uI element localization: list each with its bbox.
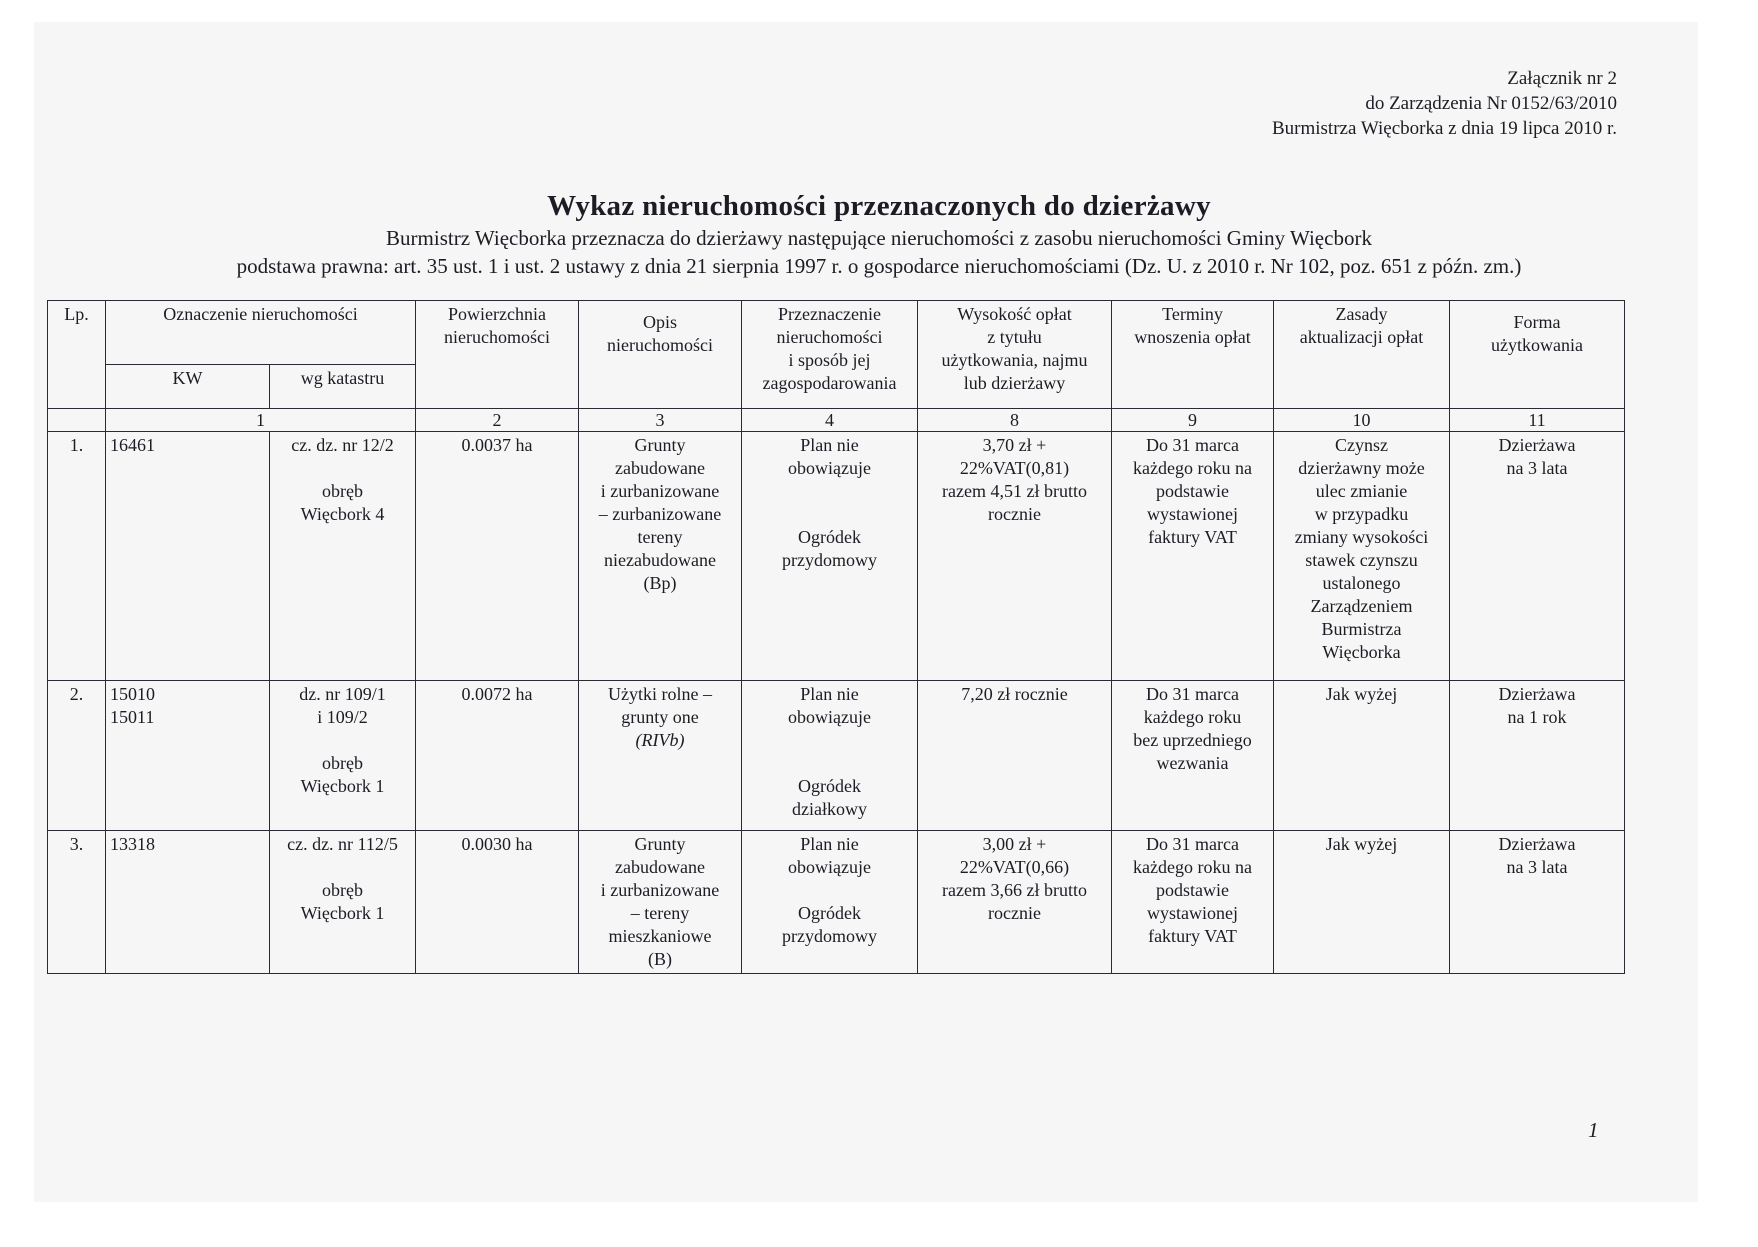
cell-line: mieszkaniowe: [608, 926, 712, 946]
cell-katastr: [270, 432, 416, 681]
cell-line: obręb: [322, 753, 363, 773]
cell-line: 15010: [110, 684, 155, 704]
cell-line: Więcbork 1: [300, 903, 385, 923]
cell-powierzchnia: 0.0030 ha: [416, 831, 579, 974]
header-line: wnoszenia opłat: [1134, 327, 1251, 347]
cell-line: Grunty: [634, 435, 686, 455]
cell-line: tereny: [637, 527, 683, 547]
document-title: Wykaz nieruchomości przeznaczonych do dzierżawy: [547, 190, 1211, 222]
column-number: [48, 409, 106, 432]
cell-line: (B): [648, 949, 672, 969]
cell-kw: [106, 831, 270, 974]
column-number: 4: [742, 409, 918, 432]
cell-line: cz. dz. nr 12/2: [291, 435, 394, 455]
cell-forma: [1450, 831, 1625, 974]
cell-line: Dzierżawa: [1498, 834, 1576, 854]
annex-header: [1272, 66, 1617, 141]
cell-kw: [106, 681, 270, 831]
header-line: Przeznaczenie: [778, 304, 881, 324]
header-line: z tytułu: [987, 327, 1042, 347]
cell-line: 16461: [110, 435, 155, 455]
cell-line: dz. nr 109/1: [299, 684, 386, 704]
cell-wysokosc: [918, 831, 1112, 974]
cell-line: cz. dz. nr 112/5: [287, 834, 398, 854]
cell-line: faktury VAT: [1148, 527, 1237, 547]
cell-line: dzierżawny może: [1298, 458, 1425, 478]
header-line: lub dzierżawy: [963, 373, 1066, 393]
cell-line: razem 4,51 zł brutto: [942, 481, 1087, 501]
cell-lp: 2.: [48, 681, 106, 831]
cell-line: Więcborka: [1322, 642, 1401, 662]
cell-line: Więcbork 4: [300, 504, 385, 524]
cell-przeznaczenie: [742, 681, 918, 831]
header-katastr: wg katastru: [270, 365, 416, 409]
cell-line: każdego roku na: [1133, 458, 1252, 478]
cell-line: Plan nie: [800, 834, 859, 854]
cell-line: i zurbanizowane: [600, 880, 720, 900]
cell-wysokosc: [918, 681, 1112, 831]
cell-line: rocznie: [988, 903, 1041, 923]
column-number: 1: [106, 409, 416, 432]
cell-line: obowiązuje: [788, 857, 871, 877]
header-line: Terminy: [1162, 304, 1223, 324]
cell-line: Dzierżawa: [1498, 435, 1576, 455]
cell-line: każdego roku na: [1133, 857, 1252, 877]
cell-line: Zarządzeniem: [1310, 596, 1413, 616]
cell-line: Plan nie: [800, 684, 859, 704]
cell-line: obowiązuje: [788, 458, 871, 478]
header-line: nieruchomości: [607, 335, 713, 355]
cell-line: zabudowane: [615, 857, 705, 877]
cell-line: Ogródek: [798, 903, 861, 923]
cell-line: niezabudowane: [604, 550, 716, 570]
cell-line: przydomowy: [782, 926, 877, 946]
cell-line: ulec zmianie: [1315, 481, 1408, 501]
cell-line: (RIVb): [635, 730, 685, 750]
header-line: użytkowania, najmu: [941, 350, 1088, 370]
cell-line: w przypadku: [1314, 504, 1409, 524]
column-number: 8: [918, 409, 1112, 432]
cell-line: przydomowy: [782, 550, 877, 570]
header-zasady: [1274, 301, 1450, 409]
cell-line: stawek czynszu: [1305, 550, 1418, 570]
header-line: nieruchomości: [776, 327, 883, 347]
cell-line: Użytki rolne –: [608, 684, 712, 704]
header-terminy: [1112, 301, 1274, 409]
cell-line: Grunty: [634, 834, 686, 854]
cell-line: 7,20 zł rocznie: [961, 684, 1068, 704]
cell-line: obręb: [322, 481, 363, 501]
cell-opis: [579, 681, 742, 831]
subtitle-line: podstawa prawna: art. 35 ust. 1 i ust. 2 ustawy z dnia 21 sierpnia 1997 r. o gospodarce nieruchomościami (Dz. U. z 2010 r. Nr 102, poz. 651 z późn. zm.): [236, 254, 1522, 278]
cell-line: faktury VAT: [1148, 926, 1237, 946]
cell-line: 3,00 zł +: [982, 834, 1047, 854]
cell-forma: [1450, 432, 1625, 681]
cell-line: 13318: [110, 834, 155, 854]
cell-line: Do 31 marca: [1146, 684, 1239, 704]
cell-line: Do 31 marca: [1146, 435, 1239, 455]
annex-line: do Zarządzenia Nr 0152/63/2010: [1365, 93, 1617, 114]
header-line: aktualizacji opłat: [1299, 327, 1424, 347]
cell-line: grunty one: [621, 707, 699, 727]
table-row: [48, 831, 1625, 974]
cell-line: podstawie: [1156, 481, 1229, 501]
cell-kw: [106, 432, 270, 681]
column-number: 3: [579, 409, 742, 432]
header-przeznaczenie: [742, 301, 918, 409]
cell-zasady: [1274, 831, 1450, 974]
cell-line: Ogródek: [798, 776, 861, 796]
header-line: Forma: [1513, 312, 1561, 332]
cell-zasady: [1274, 681, 1450, 831]
cell-forma: [1450, 681, 1625, 831]
cell-opis: [579, 831, 742, 974]
cell-line: każdego roku: [1143, 707, 1242, 727]
cell-line: 22%VAT(0,81): [959, 458, 1070, 478]
cell-katastr: [270, 831, 416, 974]
cell-przeznaczenie: [742, 831, 918, 974]
table-row: [48, 432, 1625, 681]
cell-line: obowiązuje: [788, 707, 871, 727]
cell-line: – zurbanizowane: [598, 504, 722, 524]
cell-line: bez uprzedniego: [1133, 730, 1252, 750]
header-oznaczenie: Oznaczenie nieruchomości: [106, 301, 416, 365]
cell-line: obręb: [322, 880, 363, 900]
header-forma: [1450, 301, 1625, 409]
cell-line: działkowy: [792, 799, 867, 819]
annex-line: Załącznik nr 2: [1507, 68, 1617, 89]
property-table: [47, 300, 1625, 974]
cell-line: Więcbork 1: [300, 776, 385, 796]
cell-line: Jak wyżej: [1325, 834, 1398, 854]
cell-line: Ogródek: [798, 527, 861, 547]
cell-line: razem 3,66 zł brutto: [942, 880, 1087, 900]
cell-line: Dzierżawa: [1498, 684, 1576, 704]
header-wysokosc: [918, 301, 1112, 409]
subtitle-line: Burmistrz Więcborka przeznacza do dzierżawy następujące nieruchomości z zasobu nieruchomości Gminy Więcbork: [386, 226, 1372, 250]
cell-line: zmiany wysokości: [1294, 527, 1429, 547]
cell-wysokosc: [918, 432, 1112, 681]
header-line: Powierzchnia: [448, 304, 546, 324]
cell-katastr: [270, 681, 416, 831]
cell-line: na 1 rok: [1507, 707, 1567, 727]
header-line: Wysokość opłat: [957, 304, 1072, 324]
cell-line: i zurbanizowane: [600, 481, 720, 501]
cell-lp: 3.: [48, 831, 106, 974]
header-line: Zasady: [1335, 304, 1388, 324]
cell-line: – tereny: [630, 903, 690, 923]
header-line: zagospodarowania: [762, 373, 897, 393]
header-line: Opis: [642, 312, 677, 332]
column-number-row: [48, 409, 1625, 432]
cell-powierzchnia: 0.0037 ha: [416, 432, 579, 681]
annex-line: Burmistrza Więcborka z dnia 19 lipca 2010 r.: [1271, 118, 1617, 139]
header-kw: KW: [106, 365, 270, 409]
header-opis: [579, 301, 742, 409]
cell-line: i 109/2: [317, 707, 368, 727]
cell-terminy: [1112, 432, 1274, 681]
cell-line: wystawionej: [1147, 504, 1238, 524]
cell-line: Jak wyżej: [1325, 684, 1398, 704]
cell-line: Burmistrza: [1321, 619, 1402, 639]
column-number: 10: [1274, 409, 1450, 432]
cell-opis: [579, 432, 742, 681]
cell-line: Plan nie: [800, 435, 859, 455]
cell-line: wezwania: [1156, 753, 1229, 773]
cell-line: na 3 lata: [1506, 857, 1568, 877]
cell-line: podstawie: [1156, 880, 1229, 900]
page-number: 1: [1588, 1118, 1599, 1142]
cell-lp: 1.: [48, 432, 106, 681]
header-lp: Lp.: [48, 301, 106, 409]
table-row: [48, 681, 1625, 831]
cell-przeznaczenie: [742, 432, 918, 681]
cell-line: (Bp): [643, 573, 677, 593]
cell-powierzchnia: 0.0072 ha: [416, 681, 579, 831]
column-number: 11: [1450, 409, 1625, 432]
header-line: użytkowania: [1491, 335, 1583, 355]
cell-line: 22%VAT(0,66): [959, 857, 1070, 877]
header-line: nieruchomości: [444, 327, 550, 347]
cell-line: Czynsz: [1335, 435, 1388, 455]
cell-line: 15011: [110, 707, 155, 727]
cell-line: zabudowane: [615, 458, 705, 478]
header-powierzchnia: [416, 301, 579, 409]
cell-line: rocznie: [988, 504, 1041, 524]
cell-line: wystawionej: [1147, 903, 1238, 923]
cell-line: ustalonego: [1322, 573, 1401, 593]
cell-line: Do 31 marca: [1146, 834, 1239, 854]
column-number: 9: [1112, 409, 1274, 432]
cell-terminy: [1112, 831, 1274, 974]
column-number: 2: [416, 409, 579, 432]
cell-terminy: [1112, 681, 1274, 831]
cell-zasady: [1274, 432, 1450, 681]
document-subtitle: [0, 224, 1758, 280]
cell-line: na 3 lata: [1506, 458, 1568, 478]
header-line: i sposób jej: [788, 350, 871, 370]
cell-line: 3,70 zł +: [982, 435, 1047, 455]
